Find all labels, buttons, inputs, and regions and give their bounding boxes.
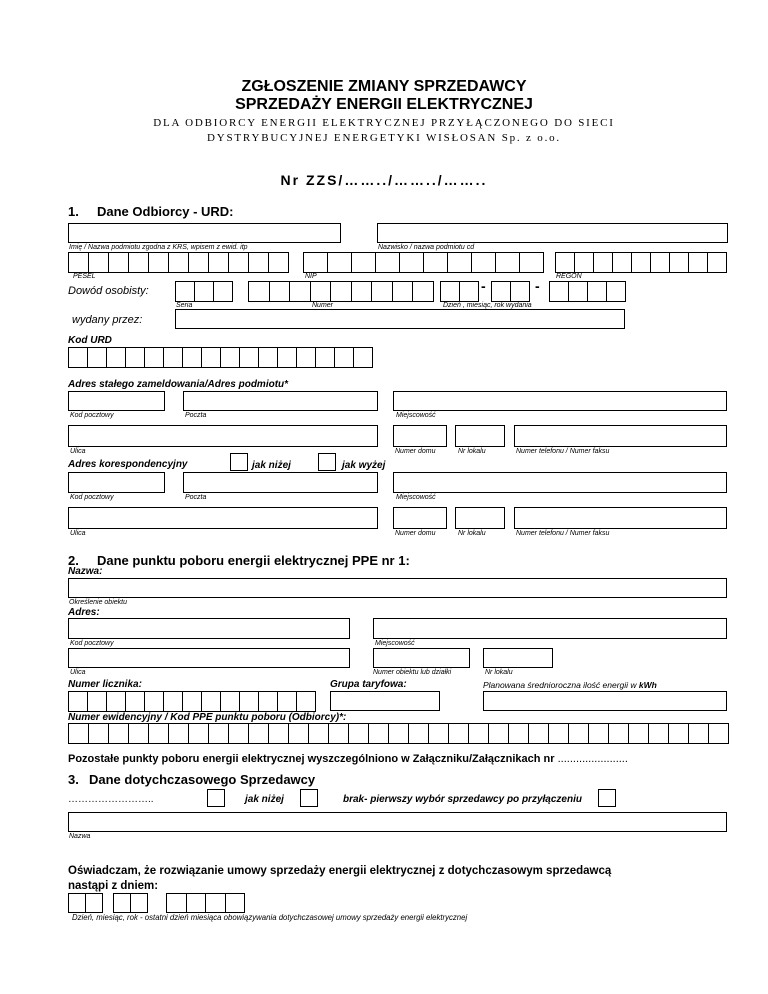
city-label: Miejscowość xyxy=(375,640,415,647)
post-office-field[interactable] xyxy=(183,391,378,411)
regon-digit-cell[interactable] xyxy=(555,252,575,273)
regon-digit-cell[interactable] xyxy=(707,252,727,273)
regon-digit-cell[interactable] xyxy=(631,252,651,273)
id-series-cell[interactable] xyxy=(194,281,214,302)
city-label: Miejscowość xyxy=(396,494,436,501)
id-series-label: Seria xyxy=(176,302,193,309)
customer-name-cont-field[interactable] xyxy=(377,223,728,243)
other-points-note xyxy=(68,754,628,765)
flat-number-label: Nr lokalu xyxy=(458,448,486,455)
nip-digit-cell[interactable] xyxy=(303,252,328,273)
end-month-cells xyxy=(113,893,148,913)
ppe-code-cell[interactable] xyxy=(88,723,109,744)
permanent-address-heading: Adres stałego zameldowania/Adres podmiotu* xyxy=(68,379,289,390)
ppe-code-cell[interactable] xyxy=(188,723,209,744)
section3-number: 3. xyxy=(68,772,79,787)
issue-year-cell[interactable] xyxy=(549,281,569,302)
object-number-label: Numer obiektu lub działki xyxy=(373,669,452,676)
first-choice-label: brak- pierwszy wybór sprzedawcy po przyłączeniu xyxy=(343,794,582,805)
energy-unit: kWh xyxy=(638,680,657,690)
issue-month-cell[interactable] xyxy=(491,281,511,302)
id-series-cell[interactable] xyxy=(175,281,195,302)
pesel-digit-cell[interactable] xyxy=(168,252,189,273)
same-as-above-label: jak wyżej xyxy=(342,460,386,471)
ppe-code-cell[interactable] xyxy=(228,723,249,744)
nip-digit-cell[interactable] xyxy=(447,252,472,273)
ppe-code-cell[interactable] xyxy=(668,723,689,744)
ppe-code-cell[interactable] xyxy=(708,723,729,744)
pesel-label: PESEL xyxy=(73,273,96,280)
meter-digit-cell[interactable] xyxy=(87,691,107,712)
nip-digit-cell[interactable] xyxy=(471,252,496,273)
nip-digit-cell[interactable] xyxy=(351,252,376,273)
nip-digit-cell[interactable] xyxy=(399,252,424,273)
urd-code-cell[interactable] xyxy=(277,347,297,368)
end-day-cell[interactable] xyxy=(85,893,103,913)
meter-digit-cell[interactable] xyxy=(296,691,316,712)
issue-year-cell[interactable] xyxy=(606,281,626,302)
pesel-digit-cell[interactable] xyxy=(88,252,109,273)
same-as-above-checkbox[interactable] xyxy=(318,453,336,471)
ppe-code-cell[interactable] xyxy=(408,723,429,744)
tariff-group-field[interactable] xyxy=(330,691,440,711)
meter-number-label: Numer licznika: xyxy=(68,679,142,690)
pesel-digit-cell[interactable] xyxy=(208,252,229,273)
urd-code-cell[interactable] xyxy=(125,347,145,368)
ppe-code-cell[interactable] xyxy=(308,723,329,744)
city-field[interactable] xyxy=(393,391,727,411)
other-points-text: Pozostałe punkty poboru energii elektrycznej wyszczególniono w Załączniku/Załącznikach nr xyxy=(68,753,558,765)
same-as-below-label: jak niżej xyxy=(245,794,284,805)
meter-digit-cell[interactable] xyxy=(277,691,297,712)
section2-heading: Dane punktu poboru energii elektrycznej PPE nr 1: xyxy=(97,553,410,568)
regon-digit-cell[interactable] xyxy=(574,252,594,273)
meter-digit-cell[interactable] xyxy=(68,691,88,712)
end-day-cell[interactable] xyxy=(68,893,86,913)
postal-code-field[interactable] xyxy=(68,391,165,411)
house-number-label: Numer domu xyxy=(395,448,436,455)
same-as-below-checkbox[interactable] xyxy=(300,789,318,807)
end-year-cells xyxy=(166,893,245,913)
form-title-line1: ZGŁOSZENIE ZMIANY SPRZEDAWCY xyxy=(241,78,527,95)
house-number-field[interactable] xyxy=(393,425,447,447)
postal-code-label: Kod pocztowy xyxy=(70,640,114,647)
pesel-digit-cell[interactable] xyxy=(268,252,289,273)
issue-year-cell[interactable] xyxy=(568,281,588,302)
id-number-cell[interactable] xyxy=(392,281,414,302)
ppe-code-cell[interactable] xyxy=(488,723,509,744)
form-subtitle-line2: DYSTRYBUCYJNEJ ENERGETYKI WISŁOSAN Sp. z o.o. xyxy=(207,132,561,144)
end-day-cells xyxy=(68,893,103,913)
end-month-cell[interactable] xyxy=(130,893,148,913)
flat-number-field[interactable] xyxy=(455,425,505,447)
object-label: Określenie obiektu xyxy=(69,599,127,606)
urd-code-cell[interactable] xyxy=(258,347,278,368)
urd-code-cell[interactable] xyxy=(163,347,183,368)
other-points-dots: ....................... xyxy=(557,753,628,765)
date-separator: - xyxy=(481,278,486,294)
issue-month-cells xyxy=(491,281,530,302)
postal-code-label: Kod pocztowy xyxy=(70,412,114,419)
flat-number-label: Nr lokalu xyxy=(458,530,486,537)
pesel-digit-cell[interactable] xyxy=(128,252,149,273)
ppe-code-cell[interactable] xyxy=(288,723,309,744)
id-number-cell[interactable] xyxy=(330,281,352,302)
section1-heading: Dane Odbiorcy - URD: xyxy=(97,204,234,219)
pesel-digit-cell[interactable] xyxy=(148,252,169,273)
pesel-digit-cell[interactable] xyxy=(108,252,129,273)
corr-house-number-field[interactable] xyxy=(393,507,447,529)
meter-digit-cell[interactable] xyxy=(201,691,221,712)
declaration-line2: nastąpi z dniem: xyxy=(68,880,159,892)
urd-code-cell[interactable] xyxy=(334,347,354,368)
urd-code-cell[interactable] xyxy=(68,347,88,368)
issue-day-cells xyxy=(440,281,479,302)
form-title-line2: SPRZEDAŻY ENERGII ELEKTRYCZNEJ xyxy=(235,96,533,113)
urd-code-cell[interactable] xyxy=(353,347,373,368)
street-label: Ulica xyxy=(70,448,86,455)
regon-digit-cell[interactable] xyxy=(669,252,689,273)
regon-label: REGON xyxy=(556,273,582,280)
meter-digit-cell[interactable] xyxy=(125,691,145,712)
regon-digit-cell[interactable] xyxy=(612,252,632,273)
ppe-code-cell[interactable] xyxy=(608,723,629,744)
pesel-digit-cell[interactable] xyxy=(248,252,269,273)
ppe-code-cell[interactable] xyxy=(388,723,409,744)
meter-digit-cell[interactable] xyxy=(239,691,259,712)
city-label: Miejscowość xyxy=(396,412,436,419)
street-label: Ulica xyxy=(70,530,86,537)
meter-digit-cell[interactable] xyxy=(182,691,202,712)
issue-year-cell[interactable] xyxy=(587,281,607,302)
ppe-code-cell[interactable] xyxy=(528,723,549,744)
id-number-cell[interactable] xyxy=(269,281,291,302)
ppe-code-cells xyxy=(68,723,729,744)
ppe-name-field[interactable] xyxy=(68,578,727,598)
ppe-code-cell[interactable] xyxy=(628,723,649,744)
section2-number: 2. xyxy=(68,553,79,568)
urd-code-cell[interactable] xyxy=(239,347,259,368)
previous-seller-checkbox[interactable] xyxy=(207,789,225,807)
id-number-cell[interactable] xyxy=(248,281,270,302)
previous-seller-placeholder: …………………….. xyxy=(68,794,154,805)
ppe-postal-code-field[interactable] xyxy=(68,618,350,639)
meter-digit-cell[interactable] xyxy=(220,691,240,712)
previous-seller-name-field[interactable] xyxy=(68,812,727,832)
regon-cells xyxy=(555,252,727,273)
ppe-code-cell[interactable] xyxy=(328,723,349,744)
nip-digit-cell[interactable] xyxy=(375,252,400,273)
issue-year-cells xyxy=(549,281,626,302)
ppe-code-cell[interactable] xyxy=(208,723,229,744)
ppe-code-label: Numer ewidencyjny / Kod PPE punktu poboru (Odbiorcy)*: xyxy=(68,712,347,723)
ppe-code-cell[interactable] xyxy=(68,723,89,744)
house-number-label: Numer domu xyxy=(395,530,436,537)
planned-energy-field[interactable] xyxy=(483,691,727,711)
customer-name-label: Imię / Nazwa podmiotu zgodna z KRS, wpisem z ewid. itp xyxy=(69,244,248,251)
ppe-code-cell[interactable] xyxy=(428,723,449,744)
meter-digit-cell[interactable] xyxy=(106,691,126,712)
ppe-code-cell[interactable] xyxy=(148,723,169,744)
flat-number-label: Nr lokalu xyxy=(485,669,513,676)
pesel-digit-cell[interactable] xyxy=(188,252,209,273)
ppe-address-label: Adres: xyxy=(68,607,100,618)
id-series-cells xyxy=(175,281,233,302)
end-date-label: Dzień, miesiąc, rok - ostatni dzień miesiąca obowiązywania dotychczasowej umowy sprzedaży energii elektrycznej xyxy=(72,913,468,922)
corr-post-office-field[interactable] xyxy=(183,472,378,493)
ppe-code-cell[interactable] xyxy=(648,723,669,744)
meter-number-cells xyxy=(68,691,316,712)
correspondence-address-heading: Adres korespondencyjny xyxy=(68,459,188,470)
urd-code-cell[interactable] xyxy=(182,347,202,368)
end-year-cell[interactable] xyxy=(225,893,246,913)
urd-code-cell[interactable] xyxy=(201,347,221,368)
nip-digit-cell[interactable] xyxy=(423,252,448,273)
urd-code-cell[interactable] xyxy=(87,347,107,368)
ppe-name-label: Nazwa: xyxy=(68,566,103,577)
corr-flat-number-field[interactable] xyxy=(455,507,505,529)
post-office-label: Poczta xyxy=(185,494,207,501)
regon-digit-cell[interactable] xyxy=(593,252,613,273)
ppe-code-cell[interactable] xyxy=(588,723,609,744)
nip-digit-cell[interactable] xyxy=(327,252,352,273)
regon-digit-cell[interactable] xyxy=(688,252,708,273)
nip-digit-cell[interactable] xyxy=(495,252,520,273)
ppe-object-number-field[interactable] xyxy=(373,648,470,668)
declaration-line1: Oświadczam, że rozwiązanie umowy sprzedaży energii elektrycznej z dotychczasowym sprzedawcą xyxy=(68,865,612,877)
ppe-street-field[interactable] xyxy=(68,648,350,668)
end-year-cell[interactable] xyxy=(205,893,226,913)
ppe-code-cell[interactable] xyxy=(268,723,289,744)
id-number-cell[interactable] xyxy=(412,281,434,302)
postal-code-label: Kod pocztowy xyxy=(70,494,114,501)
post-office-label: Poczta xyxy=(185,412,207,419)
meter-digit-cell[interactable] xyxy=(163,691,183,712)
ppe-code-cell[interactable] xyxy=(688,723,709,744)
street-label: Ulica xyxy=(70,669,86,676)
pesel-digit-cell[interactable] xyxy=(228,252,249,273)
urd-code-cell[interactable] xyxy=(106,347,126,368)
pesel-digit-cell[interactable] xyxy=(68,252,89,273)
nip-label: NIP xyxy=(305,273,317,280)
planned-energy-label xyxy=(483,681,657,690)
issued-by-field[interactable] xyxy=(175,309,625,329)
date-separator: - xyxy=(535,278,540,294)
nip-digit-cell[interactable] xyxy=(519,252,544,273)
document-number: Nr ZZS/……../……../…….. xyxy=(280,172,488,188)
id-number-cell[interactable] xyxy=(371,281,393,302)
same-as-below-label: jak niżej xyxy=(252,460,291,471)
ppe-code-cell[interactable] xyxy=(368,723,389,744)
ppe-code-cell[interactable] xyxy=(568,723,589,744)
phone-field[interactable] xyxy=(514,425,727,447)
phone-label: Numer telefonu / Numer faksu xyxy=(516,448,610,455)
end-year-cell[interactable] xyxy=(166,893,187,913)
meter-digit-cell[interactable] xyxy=(144,691,164,712)
corr-city-field[interactable] xyxy=(393,472,727,493)
ppe-code-cell[interactable] xyxy=(128,723,149,744)
issued-by-label: wydany przez: xyxy=(72,314,143,326)
meter-digit-cell[interactable] xyxy=(258,691,278,712)
corr-phone-field[interactable] xyxy=(514,507,727,529)
urd-code-cell[interactable] xyxy=(315,347,335,368)
id-number-label: Numer xyxy=(312,302,334,309)
issue-date-label: Dzień , miesiąc, rok wydania xyxy=(443,302,532,309)
customer-name-field[interactable] xyxy=(68,223,341,243)
id-number-cell[interactable] xyxy=(351,281,373,302)
ppe-code-cell[interactable] xyxy=(468,723,489,744)
customer-name-cont-label: Nazwisko / nazwa podmiotu cd xyxy=(378,244,475,251)
ppe-code-cell[interactable] xyxy=(508,723,529,744)
ppe-code-cell[interactable] xyxy=(248,723,269,744)
urd-code-cells xyxy=(68,347,373,368)
planned-energy-text: Planowana średnioroczna ilość energii w xyxy=(483,680,639,690)
section3-heading: Dane dotychczasowego Sprzedawcy xyxy=(89,772,316,787)
tariff-group-label: Grupa taryfowa: xyxy=(330,679,407,690)
id-number-cell[interactable] xyxy=(289,281,311,302)
ppe-code-cell[interactable] xyxy=(348,723,369,744)
same-as-below-checkbox[interactable] xyxy=(230,453,248,471)
end-month-cell[interactable] xyxy=(113,893,131,913)
form-subtitle-line1: DLA ODBIORCY ENERGII ELEKTRYCZNEJ PRZYŁĄCZONEGO DO SIECI xyxy=(153,117,615,129)
ppe-code-cell[interactable] xyxy=(448,723,469,744)
id-number-cell[interactable] xyxy=(310,281,332,302)
ppe-flat-number-field[interactable] xyxy=(483,648,553,668)
pesel-cells xyxy=(68,252,289,273)
urd-code-cell[interactable] xyxy=(296,347,316,368)
urd-code-cell[interactable] xyxy=(144,347,164,368)
id-series-cell[interactable] xyxy=(213,281,233,302)
ppe-city-field[interactable] xyxy=(373,618,727,639)
street-field[interactable] xyxy=(68,425,378,447)
regon-digit-cell[interactable] xyxy=(650,252,670,273)
corr-postal-code-field[interactable] xyxy=(68,472,165,493)
ppe-code-cell[interactable] xyxy=(548,723,569,744)
issue-month-cell[interactable] xyxy=(510,281,530,302)
id-number-cells xyxy=(248,281,434,302)
first-choice-checkbox[interactable] xyxy=(598,789,616,807)
issue-day-cell[interactable] xyxy=(440,281,460,302)
previous-seller-name-label: Nazwa xyxy=(69,833,91,840)
phone-label: Numer telefonu / Numer faksu xyxy=(516,530,610,537)
end-year-cell[interactable] xyxy=(186,893,207,913)
ppe-code-cell[interactable] xyxy=(168,723,189,744)
corr-street-field[interactable] xyxy=(68,507,378,529)
ppe-code-cell[interactable] xyxy=(108,723,129,744)
urd-code-label: Kod URD xyxy=(68,335,112,346)
issue-day-cell[interactable] xyxy=(459,281,479,302)
section1-number: 1. xyxy=(68,204,79,219)
nip-cells xyxy=(303,252,544,273)
urd-code-cell[interactable] xyxy=(220,347,240,368)
id-card-label: Dowód osobisty: xyxy=(68,285,149,297)
